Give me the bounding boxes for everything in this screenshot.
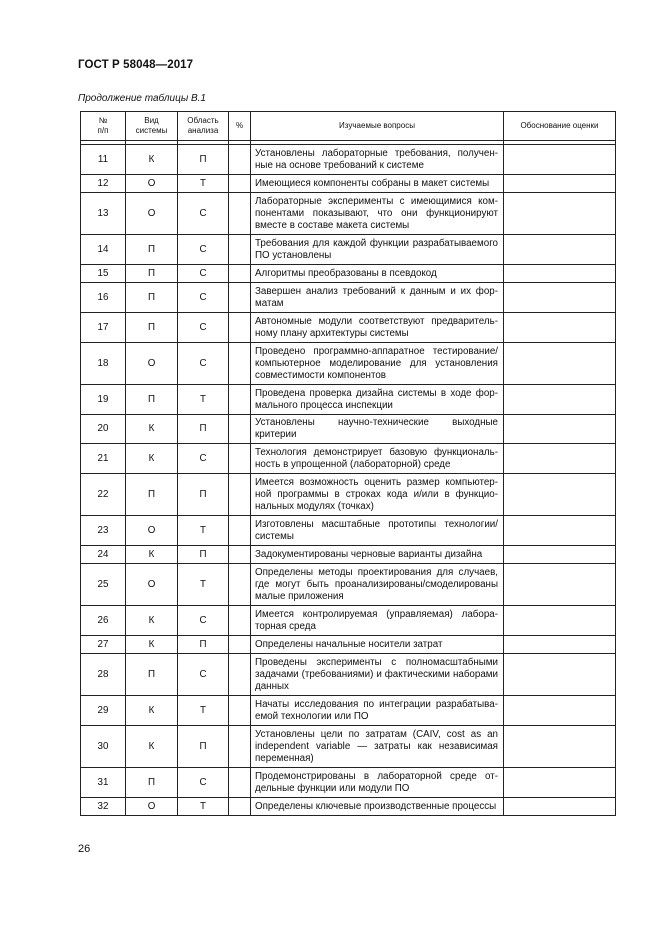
percent-cell: [229, 726, 251, 768]
question-cell: Имеющиеся компоненты собраны в макет системы: [251, 175, 504, 193]
analysis-area-cell: П: [178, 145, 229, 175]
analysis-area-cell: Т: [178, 564, 229, 606]
row-number-cell: 11: [81, 145, 126, 175]
question-cell: Алгоритмы преобразованы в псевдокод: [251, 265, 504, 283]
table-row: [81, 444, 616, 474]
system-type-cell: К: [126, 444, 178, 474]
rationale-cell: [504, 654, 616, 696]
header-label: п/п: [97, 126, 109, 135]
question-cell: Установлены научно-технические выходные критерии: [251, 415, 504, 444]
analysis-area-cell: Т: [178, 516, 229, 546]
analysis-area-cell: С: [178, 343, 229, 385]
table-caption: Продолжение таблицы В.1: [78, 93, 206, 104]
system-type-cell: П: [126, 654, 178, 696]
row-number-cell: 32: [81, 798, 126, 816]
row-number-cell: 13: [81, 193, 126, 235]
rationale-cell: [504, 343, 616, 385]
rationale-cell: [504, 385, 616, 415]
row-number-cell: 19: [81, 385, 126, 415]
rationale-cell: [504, 516, 616, 546]
header-label: системы: [135, 126, 168, 135]
system-type-cell: К: [126, 606, 178, 636]
row-number-cell: 15: [81, 265, 126, 283]
system-type-cell: П: [126, 474, 178, 516]
analysis-area-cell: Т: [178, 696, 229, 726]
analysis-area-cell: П: [178, 546, 229, 564]
table-row: [81, 636, 616, 654]
system-type-cell: П: [126, 385, 178, 415]
analysis-area-cell: С: [178, 193, 229, 235]
system-type-cell: К: [126, 636, 178, 654]
header-label: №: [98, 116, 108, 125]
question-cell: Определены начальные носители затрат: [251, 636, 504, 654]
table-row: [81, 313, 616, 343]
rationale-cell: [504, 175, 616, 193]
column-header-area: [178, 112, 229, 141]
question-cell: Завершен анализ требований к данным и их форматам: [251, 283, 504, 313]
row-number-cell: 30: [81, 726, 126, 768]
table-body: [81, 141, 616, 816]
analysis-area-cell: П: [178, 636, 229, 654]
analysis-area-cell: С: [178, 265, 229, 283]
column-header-rationale: Обоснование оценки: [504, 112, 616, 141]
question-cell: Определены ключевые производственные процессы: [251, 798, 504, 816]
question-cell: Требования для каждой функции разрабатываемого ПО установлены: [251, 235, 504, 265]
analysis-area-cell: С: [178, 768, 229, 798]
percent-cell: [229, 444, 251, 474]
table-header-row: [81, 112, 616, 141]
percent-cell: [229, 516, 251, 546]
row-number-cell: 28: [81, 654, 126, 696]
rationale-cell: [504, 696, 616, 726]
rationale-cell: [504, 606, 616, 636]
question-cell: Проведена проверка дизайна системы в ходе формального процесса инспекции: [251, 385, 504, 415]
system-type-cell: К: [126, 415, 178, 444]
percent-cell: [229, 606, 251, 636]
analysis-area-cell: С: [178, 283, 229, 313]
analysis-area-cell: С: [178, 654, 229, 696]
rationale-cell: [504, 415, 616, 444]
rationale-cell: [504, 474, 616, 516]
table-row: [81, 768, 616, 798]
analysis-area-cell: П: [178, 415, 229, 444]
column-header-system: [126, 112, 178, 141]
system-type-cell: П: [126, 265, 178, 283]
percent-cell: [229, 564, 251, 606]
row-number-cell: 16: [81, 283, 126, 313]
analysis-area-cell: С: [178, 606, 229, 636]
row-number-cell: 24: [81, 546, 126, 564]
table-row: [81, 606, 616, 636]
question-cell: Автономные модули соответствуют предварительному плану архитектуры системы: [251, 313, 504, 343]
system-type-cell: К: [126, 696, 178, 726]
table-row: [81, 235, 616, 265]
system-type-cell: К: [126, 726, 178, 768]
percent-cell: [229, 313, 251, 343]
table-row: [81, 385, 616, 415]
system-type-cell: К: [126, 145, 178, 175]
question-cell: Имеется контролируемая (управляемая) лабораторная среда: [251, 606, 504, 636]
rationale-cell: [504, 768, 616, 798]
analysis-area-cell: Т: [178, 175, 229, 193]
percent-cell: [229, 768, 251, 798]
row-number-cell: 31: [81, 768, 126, 798]
analysis-area-cell: П: [178, 474, 229, 516]
row-number-cell: 23: [81, 516, 126, 546]
table-row: [81, 343, 616, 385]
rationale-cell: [504, 313, 616, 343]
question-cell: Проведены эксперименты с полномасштабными задачами (требованиями) и фактическими наборами данных: [251, 654, 504, 696]
row-number-cell: 14: [81, 235, 126, 265]
table-row: [81, 516, 616, 546]
percent-cell: [229, 654, 251, 696]
question-cell: Технология демонстрирует базовую функциональность в упрощенной (лабораторной) среде: [251, 444, 504, 474]
question-cell: Установлены цели по затратам (CAIV, cost as an independent variable — затраты как независимая переменная): [251, 726, 504, 768]
rationale-cell: [504, 564, 616, 606]
question-cell: Лабораторные эксперименты с имеющимися компонентами показывают, что они функционируют вместе в составе макета системы: [251, 193, 504, 235]
question-cell: Определены методы проектирования для случаев, где могут быть проанализированы/смоделированы малые приложения: [251, 564, 504, 606]
analysis-area-cell: С: [178, 313, 229, 343]
system-type-cell: П: [126, 235, 178, 265]
rationale-cell: [504, 265, 616, 283]
table-row: [81, 474, 616, 516]
analysis-area-cell: С: [178, 444, 229, 474]
row-number-cell: 20: [81, 415, 126, 444]
table-row: [81, 564, 616, 606]
system-type-cell: О: [126, 564, 178, 606]
system-type-cell: О: [126, 798, 178, 816]
document-header: ГОСТ Р 58048—2017: [78, 59, 194, 71]
table-row: [81, 145, 616, 175]
percent-cell: [229, 798, 251, 816]
percent-cell: [229, 175, 251, 193]
row-number-cell: 18: [81, 343, 126, 385]
system-type-cell: П: [126, 768, 178, 798]
row-number-cell: 27: [81, 636, 126, 654]
column-header-number: [81, 112, 126, 141]
question-cell: Установлены лабораторные требования, полученные на основе требований к системе: [251, 145, 504, 175]
percent-cell: [229, 546, 251, 564]
rationale-cell: [504, 636, 616, 654]
rationale-cell: [504, 193, 616, 235]
rationale-cell: [504, 283, 616, 313]
analysis-area-cell: Т: [178, 385, 229, 415]
row-number-cell: 12: [81, 175, 126, 193]
percent-cell: [229, 415, 251, 444]
table-row: [81, 193, 616, 235]
row-number-cell: 17: [81, 313, 126, 343]
question-cell: Задокументированы черновые варианты дизайна: [251, 546, 504, 564]
table-row: [81, 283, 616, 313]
question-cell: Продемонстрированы в лабораторной среде отдельные функции или модули ПО: [251, 768, 504, 798]
table-row: [81, 546, 616, 564]
analysis-area-cell: П: [178, 726, 229, 768]
system-type-cell: О: [126, 343, 178, 385]
percent-cell: [229, 696, 251, 726]
rationale-cell: [504, 798, 616, 816]
system-type-cell: О: [126, 516, 178, 546]
row-number-cell: 22: [81, 474, 126, 516]
column-header-questions: Изучаемые вопросы: [251, 112, 504, 141]
table-row: [81, 265, 616, 283]
system-type-cell: О: [126, 193, 178, 235]
row-number-cell: 25: [81, 564, 126, 606]
row-number-cell: 26: [81, 606, 126, 636]
analysis-area-cell: С: [178, 235, 229, 265]
analysis-area-cell: Т: [178, 798, 229, 816]
rationale-cell: [504, 546, 616, 564]
system-type-cell: О: [126, 175, 178, 193]
rationale-cell: [504, 444, 616, 474]
system-type-cell: П: [126, 313, 178, 343]
rationale-cell: [504, 235, 616, 265]
percent-cell: [229, 636, 251, 654]
row-number-cell: 21: [81, 444, 126, 474]
percent-cell: [229, 235, 251, 265]
percent-cell: [229, 385, 251, 415]
percent-cell: [229, 474, 251, 516]
percent-cell: [229, 343, 251, 385]
question-cell: Начаты исследования по интеграции разрабатываемой технологии или ПО: [251, 696, 504, 726]
rationale-cell: [504, 726, 616, 768]
header-label: Область: [187, 116, 219, 125]
table-row: [81, 696, 616, 726]
percent-cell: [229, 283, 251, 313]
column-header-percent: %: [229, 112, 251, 141]
table-row: [81, 175, 616, 193]
percent-cell: [229, 193, 251, 235]
system-type-cell: К: [126, 546, 178, 564]
percent-cell: [229, 265, 251, 283]
page-number: 26: [78, 843, 91, 855]
header-label: Вид: [144, 116, 159, 125]
row-number-cell: 29: [81, 696, 126, 726]
table-row: [81, 798, 616, 816]
percent-cell: [229, 145, 251, 175]
table-row: [81, 415, 616, 444]
table-row: [81, 726, 616, 768]
system-type-cell: П: [126, 283, 178, 313]
question-cell: Имеется возможность оценить размер компьютерной программы в строках кода и/или в функциональных модулях (точках): [251, 474, 504, 516]
requirements-table: [80, 111, 615, 816]
header-label: анализа: [187, 126, 219, 135]
question-cell: Проведено программно-аппаратное тестирование/ компьютерное моделирование для установления совместимости компонентов: [251, 343, 504, 385]
rationale-cell: [504, 145, 616, 175]
table-row: [81, 654, 616, 696]
question-cell: Изготовлены масштабные прототипы технологии/ системы: [251, 516, 504, 546]
